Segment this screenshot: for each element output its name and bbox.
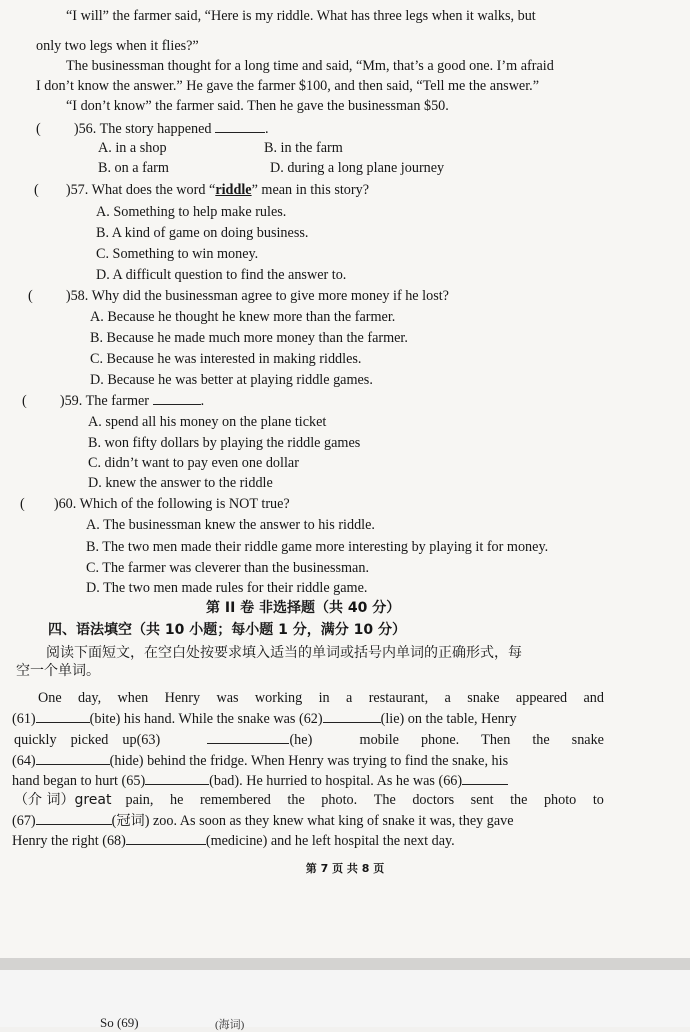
cloze-word: quickly [14,732,57,748]
cloze-word: the [532,732,550,748]
instructions: 阅读下面短文，在空白处按要求填入适当的单词或括号内单词的正确形式，每 [46,645,522,661]
next-page-text: So (69) [100,1015,139,1030]
passage-line: only two legs when it flies?” [36,38,199,54]
option-row: A. Because he thought he knew more than the farmer. [90,309,396,325]
cloze-blank-61[interactable] [36,708,90,723]
option-row: D. knew the answer to the riddle [88,475,273,491]
page-footer: 第 7 页 共 8 页 [305,862,385,875]
cloze-blank-65[interactable] [145,770,209,785]
cloze-word: photo [543,792,577,808]
cloze-word: when [117,690,149,706]
cloze-blank-63[interactable] [207,729,289,744]
cloze-word: pain, [125,792,154,808]
cloze-word: Then [481,732,511,748]
option-row: B. Because he made much more money than the farmer. [90,330,408,346]
cloze-word: in [318,690,330,706]
cloze-line: (64) (hide) behind the fridge. When Henry was trying to find the snake, his [0,750,690,771]
cloze-line: Henry the right (68) (medicine) and he left hospital the next day. [0,830,690,851]
passage-line: The businessman thought for a long time and said, “Mm, that’s a good one. I’m afraid [66,58,554,74]
page-divider [0,958,690,970]
option-row: A. spend all his money on the plane ticket [88,414,327,430]
option-row: D. The two men made rules for their riddle game. [86,580,368,596]
cloze-word: snake [467,690,500,706]
cloze-word: remembered [199,792,271,808]
question-57: ( )57. What does the word “riddle” mean in this story? [34,182,369,198]
option-row: A. Something to help make rules. [96,204,287,220]
cloze-word: appeared [515,690,568,706]
cloze-word: and [583,690,604,706]
cloze-blank-62[interactable] [323,708,381,723]
passage-line: I don’t know the answer.” He gave the farmer $100, and then said, “Tell me the answer.” [36,78,540,94]
section-title: 第 II 卷 非选择题（共 40 分） [206,600,401,616]
cloze-blank-64[interactable] [36,750,110,765]
cloze-word: the [287,792,305,808]
next-page-hint: (海词) [215,1019,245,1031]
cloze-word: restaurant, [368,690,429,706]
cloze-word: One [38,690,62,706]
passage-line: “I will” the farmer said, “Here is my riddle. What has three legs when it walks, but [66,8,536,24]
cloze-line: hand began to hurt (65) (bad). He hurried to hospital. As he was (66) [0,770,690,791]
question-58: ( )58. Why did the businessman agree to give more money if he lost? [28,288,449,304]
cloze-word: the [510,792,528,808]
option-row: B. won fifty dollars by playing the riddle games [88,435,361,451]
cloze-word: snake [571,732,604,748]
option-row: C. The farmer was cleverer than the businessman. [86,560,369,576]
answer-blank[interactable] [153,390,201,405]
cloze-word: he [170,792,184,808]
option-row: C. Because he was interested in making riddles. [90,351,362,367]
cloze-word: The [373,792,396,808]
cloze-line: (61) (bite) his hand. While the snake was (62) (lie) on the table, Henry [0,708,690,729]
cloze-blank-67[interactable] [36,810,112,825]
question-60: ( )60. Which of the following is NOT true? [20,496,290,512]
cloze-word: mobile [359,732,399,748]
option-row: D. Because he was better at playing riddle games. [90,372,373,388]
cloze-word: up(63) [122,732,161,748]
cloze-word: Henry [164,690,201,706]
part-heading: 四、语法填空（共 10 小题；每小题 1 分，满分 10 分） [48,622,406,638]
cloze-word: phone. [420,732,460,748]
cloze-word: sent [470,792,494,808]
cloze-blank-68[interactable] [126,830,206,845]
option-row: C. didn’t want to pay even one dollar [88,455,299,471]
cloze-blank-66[interactable] [462,770,508,785]
passage-line: “I don’t know” the farmer said. Then he gave the businessman $50. [66,98,449,114]
option-row: D. A difficult question to find the answer to. [96,267,347,283]
cloze-word: doctors [412,792,455,808]
question-59: ( )59. The farmer . [0,390,690,411]
cloze-word: working [254,690,303,706]
cloze-word: a [444,690,451,706]
option-row: A. The businessman knew the answer to his riddle. [86,517,375,533]
cloze-word: a [346,690,353,706]
exam-page: “I will” the farmer said, “Here is my riddle. What has three legs when it walks, but only two legs when it flies?” The businessman thought for a long time and said, “Mm, that’s a good one. I’m afraid I don’t know the answer.” He gave the farmer $100, and then said, “Tell me the answer.” “I don’t know” the farmer said. Then he gave the businessman $50. ( )56. The story happened . A. in a shop B. in the farm B. on a farm D. during a long plane journey ( )57. What does the word “riddle” mean in this story? A. Something to help make rules. B. A kind of game on doing business. C. Something to win money. D. A difficult question to find the answer to. ( )58. Why did the businessman agree to give more money if he lost? A. Because he thought he knew more than the farmer. B. Because he made much more money than the farmer. C. Because he was interested in making riddles. D. Because he was better at playing riddle games. ( )59. The farmer . A. spend all his money on the plane ticket B. won fifty dollars by playing the riddle games C. didn’t want to pay even one dollar D. knew the answer to the riddle ( )60. Which of the following is NOT true? A. The businessman knew the answer to his riddle. B. The two men made their riddle game more interesting by playing it for money. C. The farmer was cleverer than the businessman. D. The two men made rules for their riddle game. 第 II 卷 非选择题（共 40 分） 四、语法填空（共 10 小题；每小题 1 分，满分 10 分） 阅读下面短文，在空白处按要求填入适当的单词或括号内单词的正确形式，每 空一个单词。 One day, when Henry was working in a restaurant, a snake appeared and (61) (bite) his hand. While the snake was (62) (lie) on the table, Henry quickly picked up(63) (he) mobile phone. Then the snake (64) (hide) behind the fridge. When Henry was trying to find the snake, his hand began to hurt (65) (bad). He hurried to hospital. As he was (66) （介 词）great pain, he remembered the photo. The doctors sent the photo to (67) (冠词) zoo. As soon as they knew what king of snake it was, they gave Henry the right (68) (medicine) and he left hospital the next day. 第 7 页 共 8 页 [0,0,690,958]
cloze-word: day, [78,690,102,706]
option-row: B. The two men made their riddle game more interesting by playing it for money. [86,539,549,555]
cloze-word: photo. [321,792,358,808]
cloze-line: (67) (冠词) zoo. As soon as they knew what king of snake it was, they gave [0,810,690,831]
option-row: C. Something to win money. [96,246,259,262]
cloze-word: to [592,792,604,808]
cloze-word: was [216,690,239,706]
cloze-word: picked [70,732,109,748]
answer-blank[interactable] [215,118,265,133]
instructions: 空一个单词。 [16,663,100,679]
option-row: B. A kind of game on doing business. [96,225,309,241]
question-56: ( )56. The story happened . [0,118,690,139]
